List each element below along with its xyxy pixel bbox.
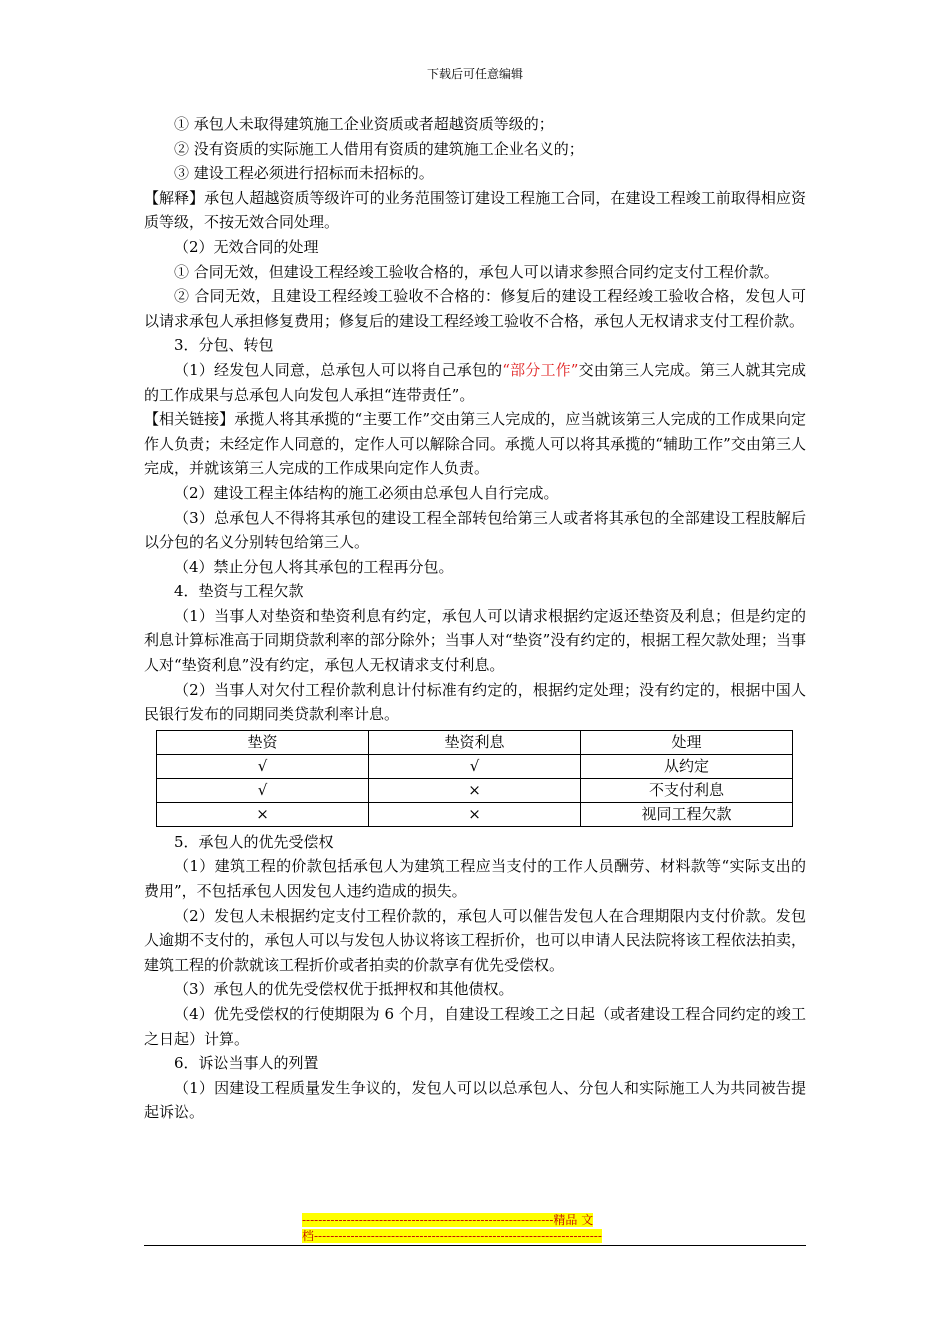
section-heading: 6．诉讼当事人的列置 <box>174 1054 319 1073</box>
table-header-row <box>157 730 793 754</box>
page-header: 下载后可任意编辑 <box>426 67 523 81</box>
paragraph-explanation: 【解释】承包人超越资质等级许可的业务范围签订建设工程施工合同，在建设工程竣工前取得相应资质等级，不按无效合同处理。 <box>144 188 806 232</box>
table-header-cell: 垫资 <box>157 730 369 754</box>
text-segment: （1）经发包人同意，总承包人可以将自己承包的 <box>174 360 503 379</box>
text-segment: 交由第三人完成。第三人就其完成的工作成果与总承包人向发包人承担“连带责任”。 <box>144 360 806 404</box>
footer-text: 档----------------------------------------------------------------------- <box>302 1229 602 1243</box>
paragraph: （2）当事人对欠付工程价款利息计付标准有约定的，根据约定处理；没有约定的，根据中国人民银行发布的同期同类贷款利率计息。 <box>144 680 806 724</box>
table-cell: √ <box>369 754 581 778</box>
paragraph-outsource <box>144 358 806 407</box>
paragraph: （1）建筑工程的价款包括承包人为建筑工程应当支付的工作人员酬劳、材料款等“实际支出的费用”，不包括承包人因发包人违约造成的损失。 <box>144 857 806 901</box>
table-cell: × <box>369 802 581 826</box>
paragraph: （1）因建设工程质量发生争议的，发包人可以以总承包人、分包人和实际施工人为共同被告提起诉讼。 <box>144 1078 806 1122</box>
paragraph: （3）承包人的优先受偿权优于抵押权和其他债权。 <box>174 980 514 999</box>
paragraph: （1）当事人对垫资和垫资利息有约定，承包人可以请求根据约定返还垫资及利息；但是约定的利息计算标准高于同期贷款利率的部分除外；当事人对“垫资”没有约定的，根据工程欠款处理；当事人对“垫资利息”没有约定，承包人无权请求支付利息。 <box>144 606 806 675</box>
paragraph: （2）建设工程主体结构的施工必须由总承包人自行完成。 <box>174 483 559 502</box>
section-heading: 5．承包人的优先受偿权 <box>174 832 334 851</box>
table-cell: × <box>157 802 369 826</box>
paragraph: ① 合同无效，但建设工程经竣工验收合格的，承包人可以请求参照合同约定支付工程价款。 <box>174 262 779 281</box>
paragraph: （2）发包人未根据约定支付工程价款的，承包人可以催告发包人在合理期限内支付价款。发包人逾期不支付的，承包人可以与发包人协议将该工程折价，也可以申请人民法院将该工程依法拍卖，建筑工程的价款就该工程折价或者拍卖的价款享有优先受偿权。 <box>144 906 806 974</box>
paragraph-related-link: 【相关链接】承揽人将其承揽的“主要工作”交由第三人完成的，应当就该第三人完成的工作成果向定作人负责；未经定作人同意的，定作人可以解除合同。承揽人可以将其承揽的“辅助工作”交由第三人完成，并就该第三人完成的工作成果向定作人负责。 <box>144 410 806 478</box>
paragraph: ② 合同无效，且建设工程经竣工验收不合格的：修复后的建设工程经竣工验收合格，发包人可以请求承包人承担修复费用；修复后的建设工程经竣工验收不合格，承包人无权请求支付工程价款。 <box>144 287 806 330</box>
table-row <box>157 754 793 778</box>
footer-watermark <box>302 1212 652 1244</box>
section-heading: 4．垫资与工程欠款 <box>174 582 304 601</box>
table-cell: 不支付利息 <box>581 778 793 802</box>
table-row <box>157 802 793 826</box>
footer-text: --------------------------------------------------------------精品 文 <box>302 1213 594 1227</box>
highlighted-term: “部分工作” <box>502 360 579 379</box>
table-cell: √ <box>157 754 369 778</box>
paragraph: （3）总承包人不得将其承包的建设工程全部转包给第三人或者将其承包的全部建设工程肢解后以分包的名义分别转包给第三人。 <box>144 508 806 552</box>
advance-payment-table <box>156 730 793 827</box>
document-body <box>144 112 806 1125</box>
paragraph: ② 没有资质的实际施工人借用有资质的建筑施工企业名义的； <box>174 139 584 158</box>
section-heading: 3．分包、转包 <box>174 336 274 355</box>
paragraph: ① 承包人未取得建筑施工企业资质或者超越资质等级的； <box>174 115 554 133</box>
table-row <box>157 778 793 802</box>
paragraph: （4）禁止分包人将其承包的工程再分包。 <box>174 557 454 576</box>
footer-line <box>302 1228 652 1244</box>
table-cell: × <box>369 778 581 802</box>
footer-line <box>302 1212 652 1228</box>
table-cell: 视同工程欠款 <box>581 802 793 826</box>
table-header-cell: 处理 <box>581 730 793 754</box>
paragraph: （4）优先受偿权的行使期限为 6 个月，自建设工程竣工之日起（或者建设工程合同约定的竣工之日起）计算。 <box>144 1005 806 1048</box>
table-header-cell: 垫资利息 <box>369 730 581 754</box>
table-cell: √ <box>157 778 369 802</box>
table-cell: 从约定 <box>581 754 793 778</box>
paragraph: ③ 建设工程必须进行招标而未招标的。 <box>174 164 434 183</box>
footer-divider <box>144 1245 806 1246</box>
paragraph: （2）无效合同的处理 <box>174 237 319 256</box>
